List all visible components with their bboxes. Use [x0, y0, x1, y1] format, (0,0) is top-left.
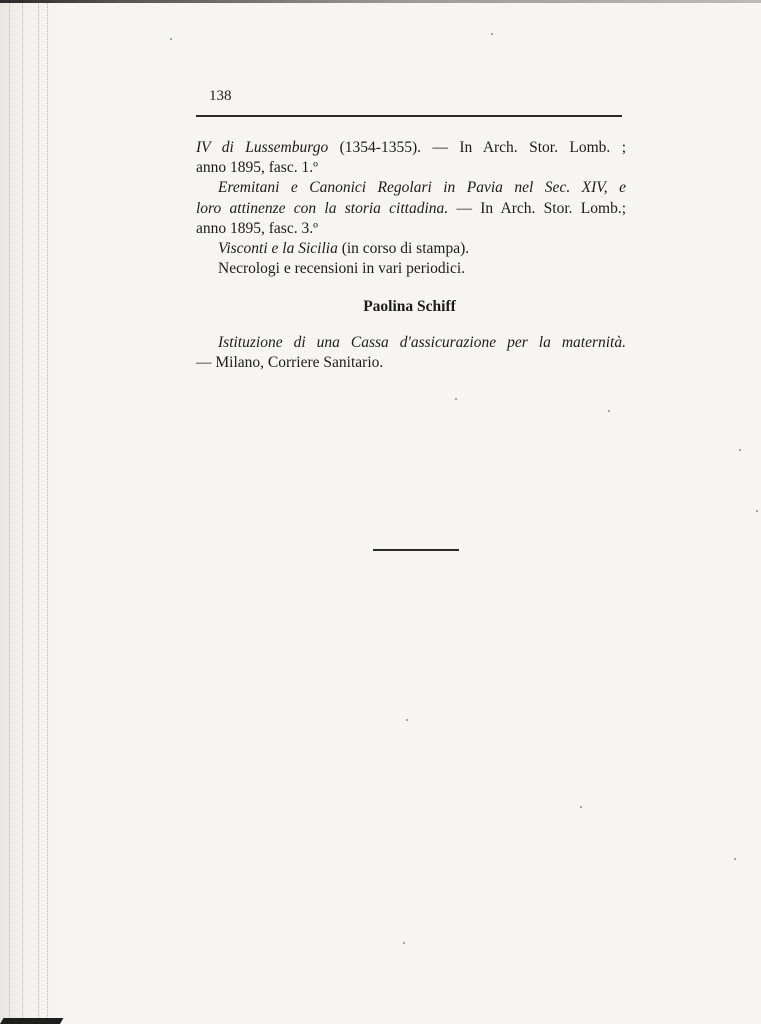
- author-bibliography: [196, 333, 626, 373]
- scan-bottom-corner: [0, 1018, 63, 1024]
- scan-speck: [734, 858, 736, 860]
- bibliography-line: anno 1895, fasc. 3.º: [196, 219, 318, 237]
- bibliography-line: [196, 199, 626, 219]
- scan-speck: [756, 510, 758, 512]
- end-rule: [373, 549, 459, 551]
- bibliography-line: [196, 178, 626, 198]
- bibliography-line: [196, 333, 626, 353]
- citation-text: (1354-1355). — In Arch. Stor. Lomb. ;: [328, 139, 626, 156]
- work-title: Istituzione di una Cassa d'assicurazione per la maternità.: [218, 334, 626, 351]
- bibliography-line: Necrologi e recensioni in vari periodici.: [218, 260, 466, 278]
- scan-speck: [608, 410, 610, 412]
- bibliography-list: [196, 138, 626, 279]
- scan-speck: [455, 398, 457, 400]
- scan-speck: [491, 33, 493, 35]
- gutter-dotted-line: [47, 0, 48, 1024]
- bibliography-line: [196, 138, 626, 158]
- scan-top-edge: [0, 0, 761, 3]
- scan-speck: [403, 942, 405, 944]
- bibliography-line: anno 1895, fasc. 1.º: [196, 159, 318, 177]
- work-title: Visconti e la Sicilia: [218, 240, 338, 258]
- bibliography-line: [196, 239, 626, 259]
- page-number: 138: [209, 88, 232, 104]
- gutter-dotted-line: [38, 0, 39, 1024]
- citation-text: — In Arch. Stor. Lomb.;: [448, 199, 626, 217]
- work-title: Eremitani e Canonici Regolari in Pavia nel Sec. XIV, e: [218, 179, 626, 197]
- scan-speck: [170, 38, 172, 40]
- bibliography-line: — Milano, Corriere Sanitario.: [196, 354, 384, 372]
- scan-speck: [406, 719, 408, 721]
- gutter-dotted-line: [9, 0, 10, 1024]
- author-name: Paolina Schiff: [363, 298, 456, 315]
- scan-speck: [580, 806, 582, 808]
- gutter-dotted-line: [22, 0, 23, 1024]
- citation-text: (in corso di stampa).: [337, 240, 470, 258]
- work-title: IV di Lussemburgo: [196, 139, 329, 156]
- work-title: loro attinenze con la storia cittadina.: [196, 199, 449, 217]
- header-rule: [196, 115, 622, 117]
- scan-speck: [739, 449, 741, 451]
- author-heading: [0, 298, 761, 316]
